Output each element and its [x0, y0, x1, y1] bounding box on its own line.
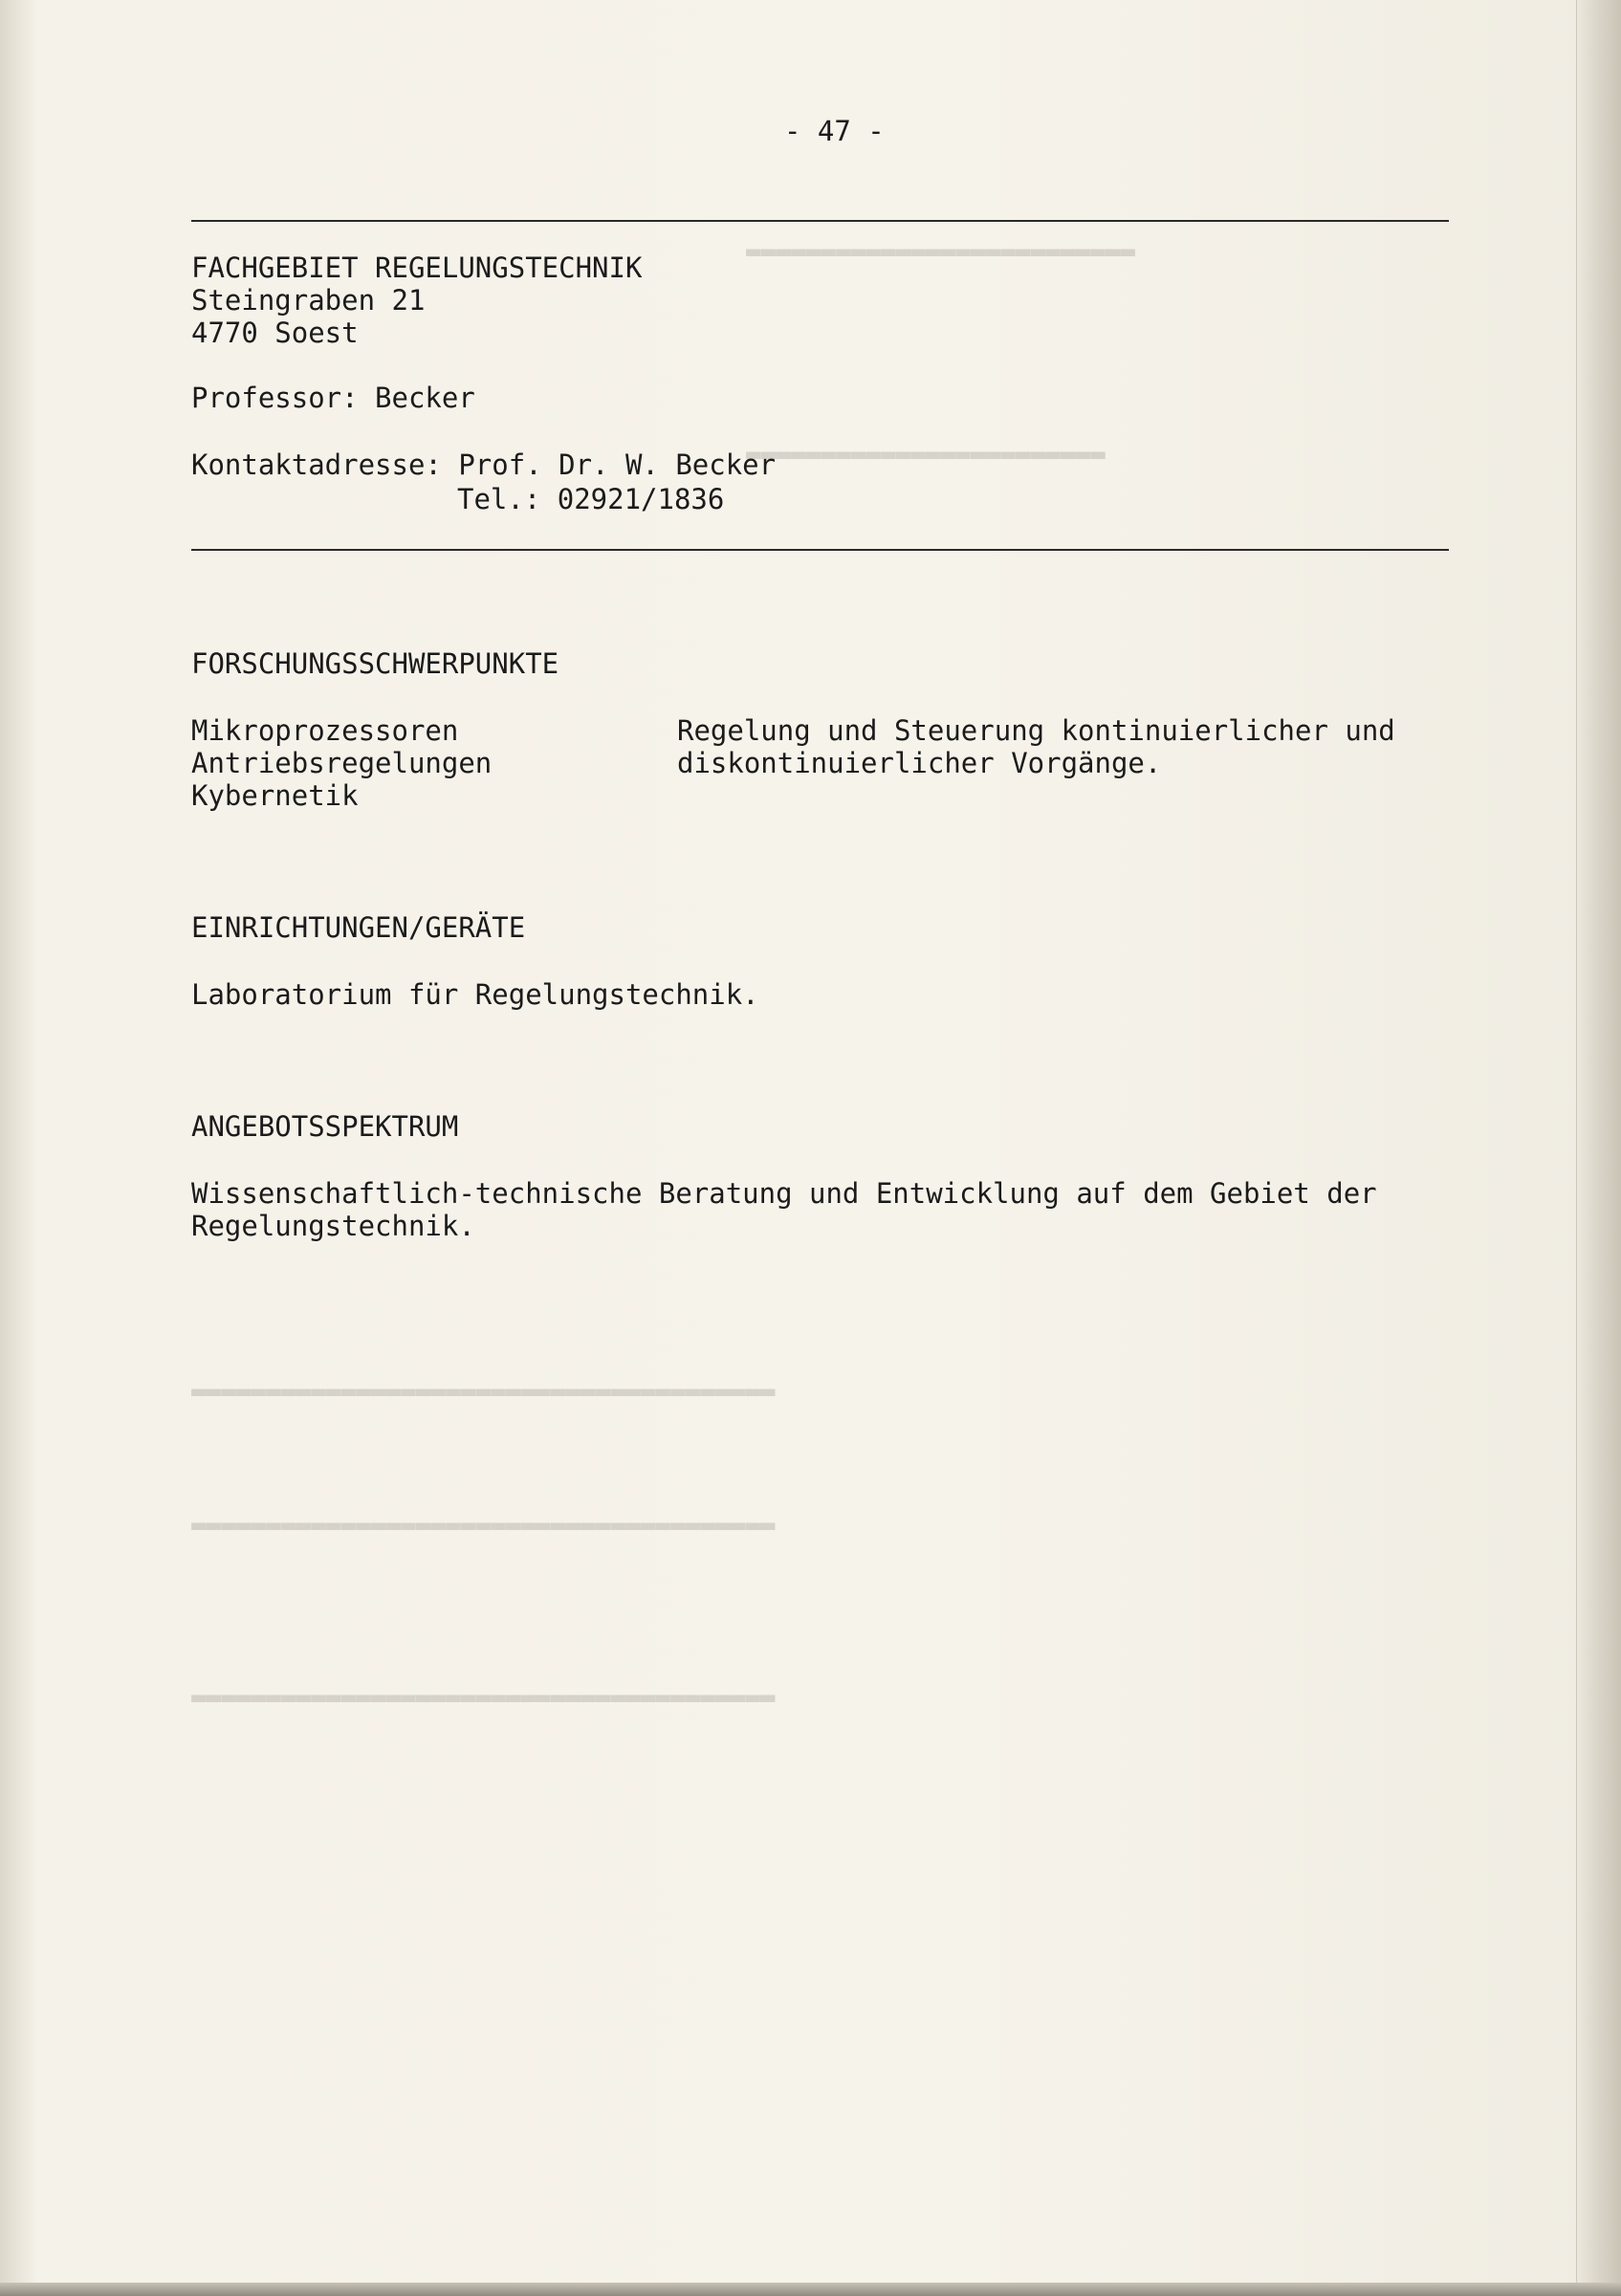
show-through-texture: ▬▬▬▬▬▬▬▬▬▬▬▬▬▬▬▬▬▬▬▬▬▬▬▬▬▬▬▬▬▬▬▬▬▬▬▬▬▬▬ [191, 1511, 776, 1540]
research-heading: FORSCHUNGSSCHWERPUNKTE [191, 647, 559, 680]
professor-line: Professor: Becker [191, 382, 475, 414]
page-right-edge [1576, 0, 1621, 2296]
offers-text: Wissenschaftlich-technische Beratung und Entwicklung auf dem Gebiet der [191, 1177, 1377, 1210]
show-through-texture: ▬▬▬▬▬▬▬▬▬▬▬▬▬▬▬▬▬▬▬▬▬▬▬▬ [746, 440, 1106, 469]
street-address: Steingraben 21 [191, 284, 426, 317]
show-through-texture: ▬▬▬▬▬▬▬▬▬▬▬▬▬▬▬▬▬▬▬▬▬▬▬▬▬▬ [746, 237, 1135, 266]
facilities-text: Laboratorium für Regelungstechnik. [191, 978, 759, 1011]
bottom-rule [191, 549, 1449, 551]
top-rule [191, 220, 1449, 222]
phone-line: Tel.: 02921/1836 [457, 483, 725, 515]
city-address: 4770 Soest [191, 317, 359, 349]
offers-text: Regelungstechnik. [191, 1210, 475, 1242]
research-description: diskontinuierlicher Vorgänge. [677, 747, 1162, 779]
page-left-edge [0, 0, 36, 2296]
facilities-heading: EINRICHTUNGEN/GERÄTE [191, 911, 526, 944]
show-through-texture: ▬▬▬▬▬▬▬▬▬▬▬▬▬▬▬▬▬▬▬▬▬▬▬▬▬▬▬▬▬▬▬▬▬▬▬▬▬▬▬ [191, 1377, 776, 1406]
page-number: - 47 - [784, 115, 885, 147]
department-name: FACHGEBIET REGELUNGSTECHNIK [191, 251, 643, 284]
offers-heading: ANGEBOTSSPEKTRUM [191, 1110, 459, 1143]
contact-line: Kontaktadresse: Prof. Dr. W. Becker [191, 448, 777, 481]
research-description: Regelung und Steuerung kontinuierlicher und [677, 714, 1395, 747]
show-through-texture: ▬▬▬▬▬▬▬▬▬▬▬▬▬▬▬▬▬▬▬▬▬▬▬▬▬▬▬▬▬▬▬▬▬▬▬▬▬▬▬ [191, 1683, 776, 1712]
page-bottom-edge [0, 2283, 1621, 2296]
research-area: Kybernetik [191, 779, 359, 812]
research-area: Antriebsregelungen [191, 747, 493, 779]
research-area: Mikroprozessoren [191, 714, 459, 747]
